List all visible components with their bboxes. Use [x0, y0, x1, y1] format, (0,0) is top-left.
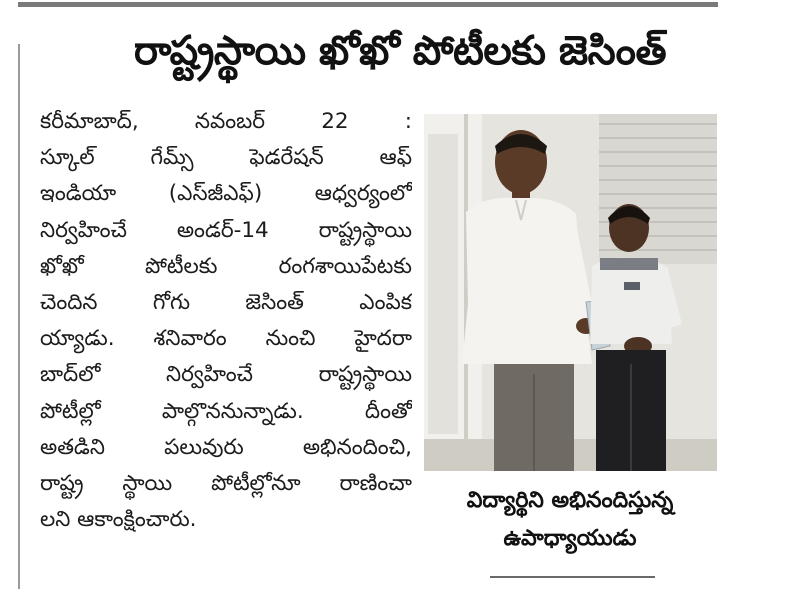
- photo-illustration: [424, 114, 717, 471]
- body-line: బాద్‌లో నిర్వహించే రాష్ట్రస్థాయి: [40, 362, 412, 388]
- body-line: య్యాడు. శనివారం నుంచి హైదరా: [40, 326, 412, 352]
- headline: రాష్ట్రస్థాయి ఖోఖో పోటీలకు జెసింత్: [133, 28, 667, 74]
- body-line: స్కూల్ గేమ్స్ ఫెడరేషన్ ఆఫ్: [40, 145, 412, 171]
- caption-line: ఉపాధ్యాయుడు: [503, 526, 637, 551]
- caption-rule: [490, 576, 655, 578]
- body-line: ఇండియా (ఎస్‌జీఎఫ్) ఆధ్వర్యంలో: [40, 181, 412, 207]
- article-body: [40, 104, 412, 538]
- body-line: లని ఆకాంక్షించారు.: [40, 507, 197, 533]
- body-line: ఖోఖో పోటీలకు రంగశాయిపేటకు: [40, 253, 412, 279]
- body-line: అతడిని పలువురు అభినందించి,: [40, 434, 412, 460]
- body-line: నిర్వహించే అండర్-14 రాష్ట్రస్థాయి: [40, 217, 412, 243]
- news-photo: [424, 114, 717, 471]
- body-line: కరీమాబాద్, నవంబర్ 22 :: [40, 109, 412, 134]
- body-line: పోటీల్లో పాల్గొననున్నాడు. దీంతో: [40, 398, 412, 424]
- body-line: రాష్ట్ర స్థాయి పోటీల్లోనూ రాణించా: [40, 470, 412, 496]
- body-line: చెందిన గోగు జెసింత్ ఎంపిక: [40, 289, 412, 315]
- caption-line: విద్యార్థిని అభినందిస్తున్న: [466, 488, 674, 513]
- column-rule: [18, 44, 20, 589]
- photo-caption: [420, 482, 720, 558]
- top-rule: [18, 2, 718, 7]
